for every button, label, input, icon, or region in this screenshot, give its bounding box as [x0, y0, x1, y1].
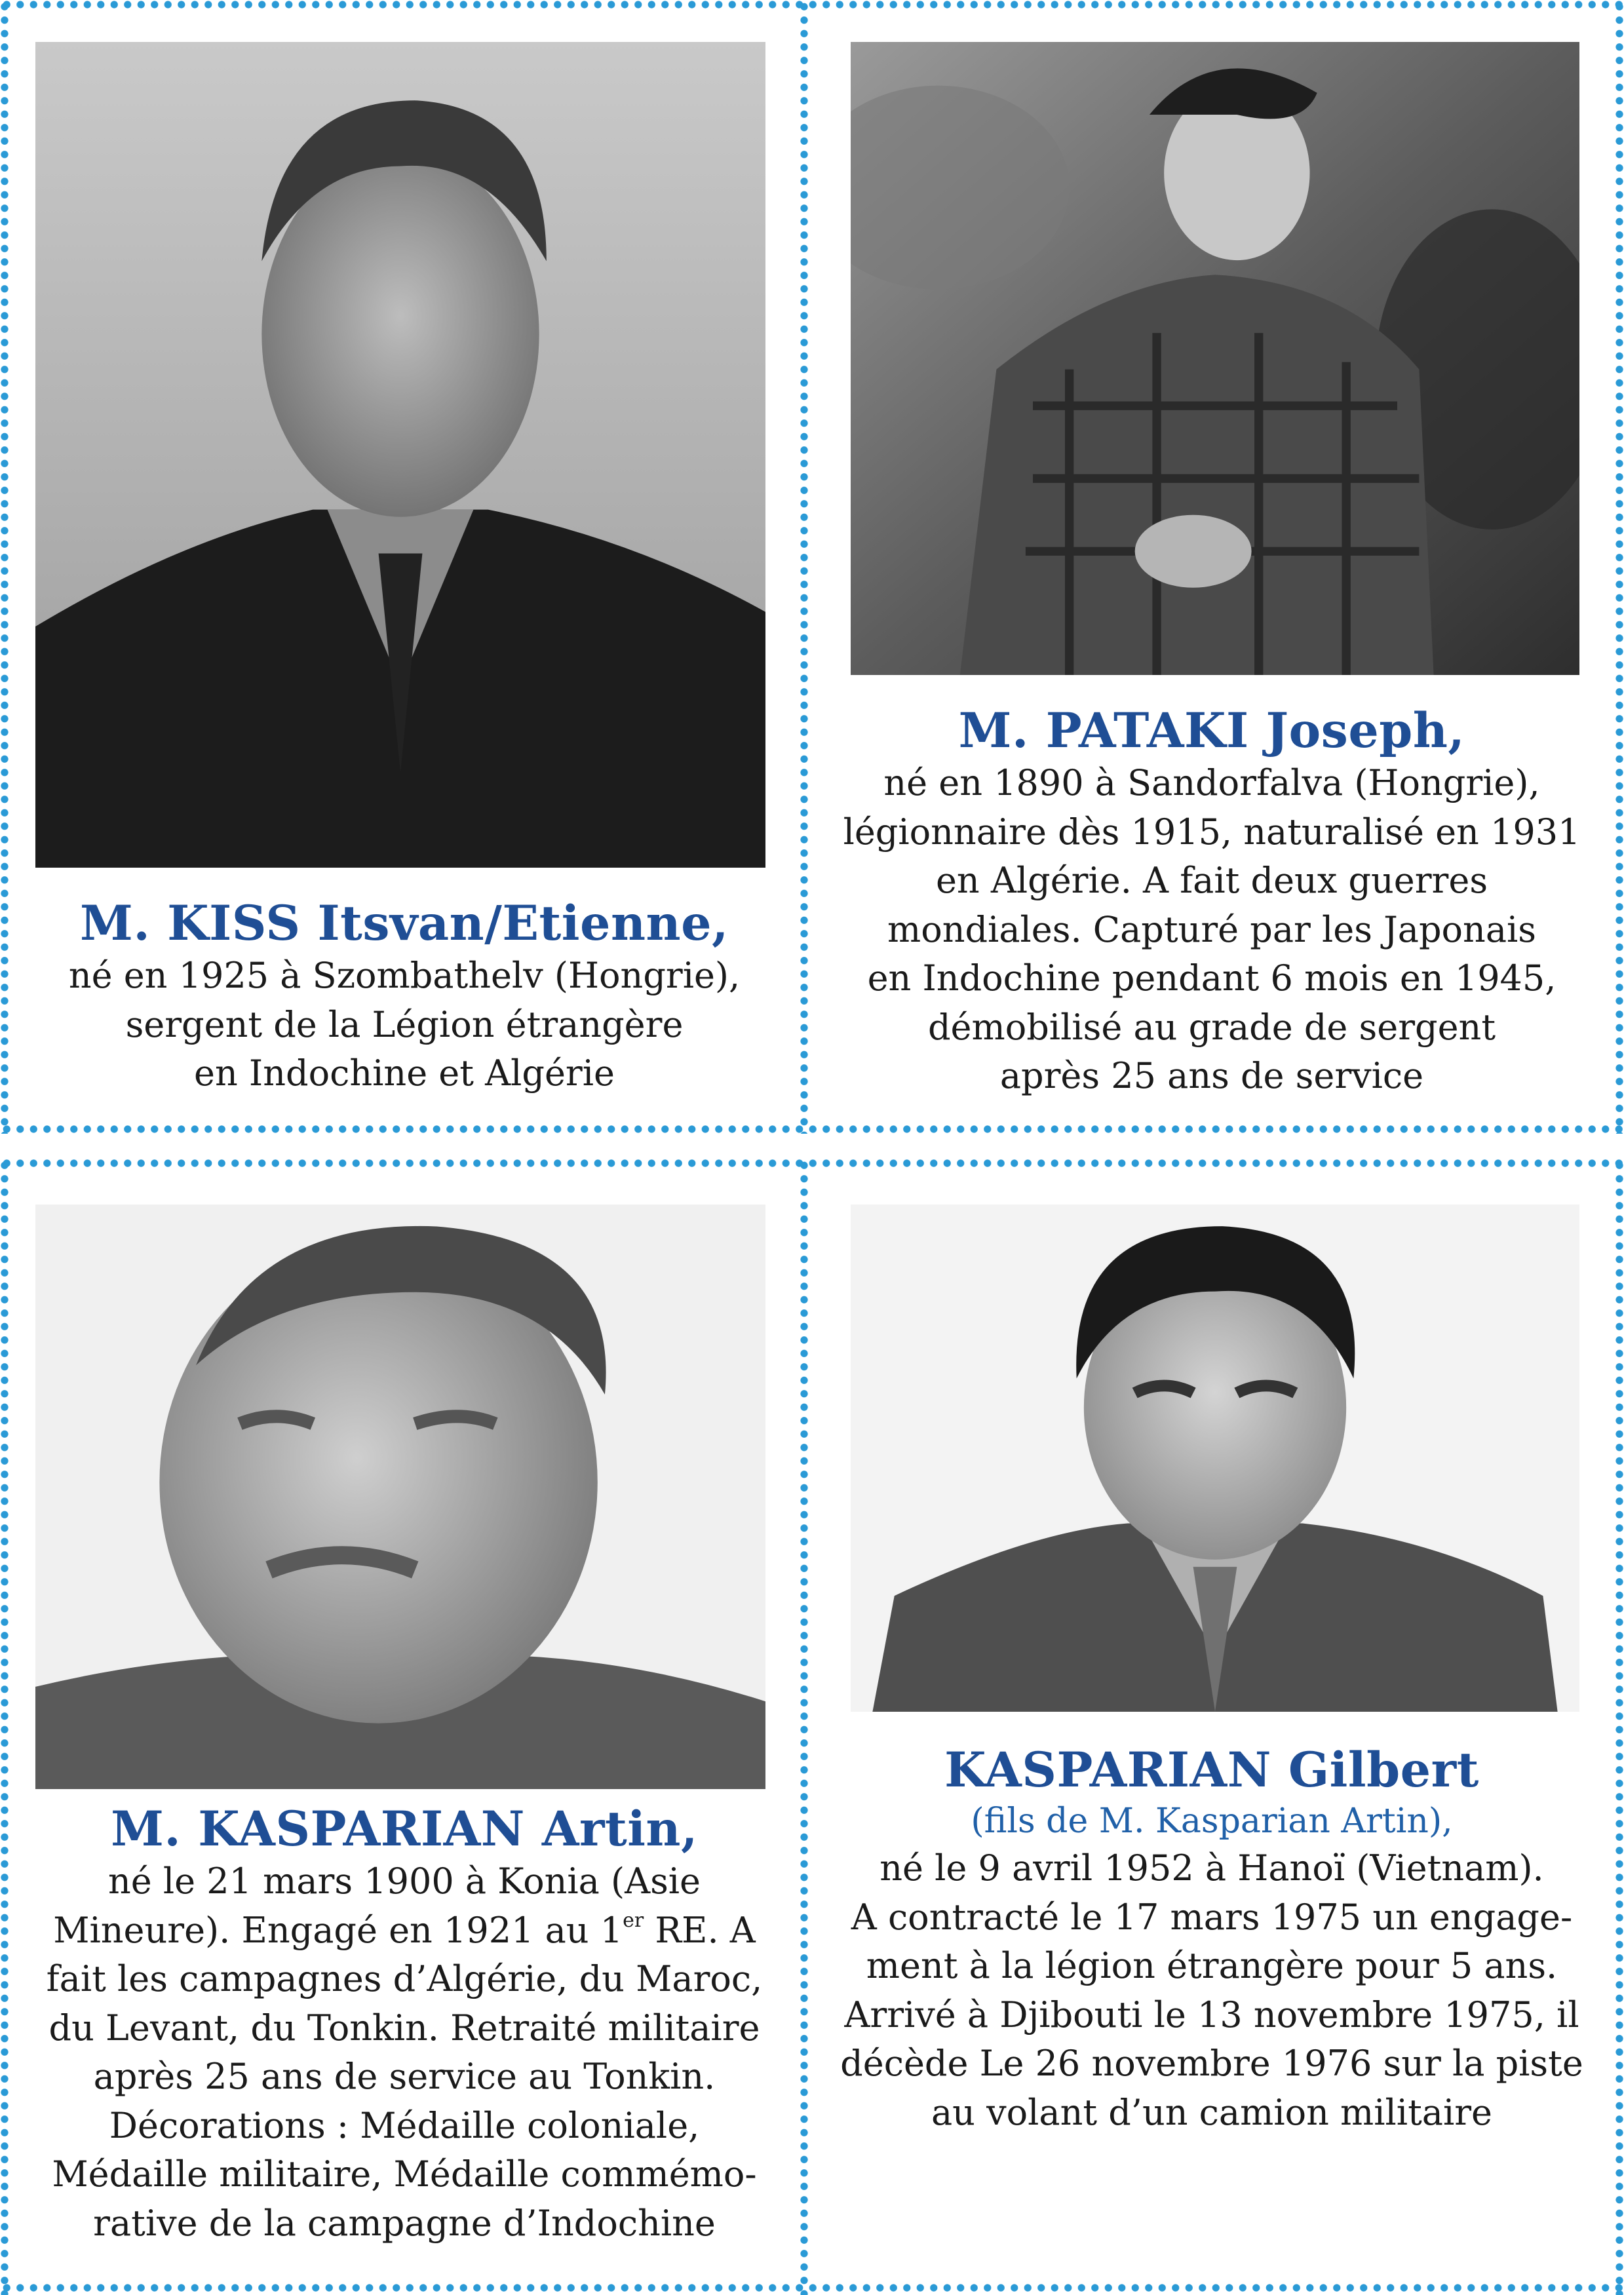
- caption-line: Médaille militaire, Médaille commémo-: [52, 2153, 757, 2195]
- caption-line: sergent de la Légion étrangère: [125, 1003, 684, 1045]
- caption-line: né le 9 avril 1952 à Hanoï (Vietnam).: [880, 1847, 1544, 1889]
- portrait-photo: [851, 42, 1579, 675]
- portrait-photo: [851, 1205, 1579, 1712]
- caption-line: au volant d’un camion militaire: [931, 2091, 1493, 2133]
- caption: [0, 895, 809, 1098]
- caption-line: Décorations : Médaille coloniale,: [109, 2104, 700, 2146]
- portrait-photo: [35, 1205, 765, 1789]
- caption-line: en Indochine pendant 6 mois en 1945,: [867, 957, 1556, 999]
- person-relation: (fils de M. Kasparian Artin),: [971, 1802, 1453, 1841]
- dotted-border-right: [1615, 1159, 1624, 2295]
- caption-line: mondiales. Capturé par les Japonais: [887, 908, 1536, 950]
- dotted-divider-horizontal: [0, 1159, 1624, 1168]
- caption-line: légionnaire dès 1915, naturalisé en 1931: [843, 811, 1581, 853]
- caption-line: après 25 ans de service au Tonkin.: [93, 2056, 716, 2097]
- person-name: M. KASPARIAN Artin,: [111, 1801, 698, 1857]
- dotted-border-bottom: [0, 2283, 1624, 2292]
- card-kasparian-artin: [0, 1168, 809, 2283]
- card-kasparian-gilbert: [809, 1168, 1615, 2283]
- caption-line: né en 1890 à Sandorfalva (Hongrie),: [883, 762, 1540, 803]
- caption-line: né le 21 mars 1900 à Konia (Asie: [107, 1861, 701, 1902]
- portrait-photo: [35, 42, 765, 868]
- card-kiss: [0, 0, 809, 1134]
- dotted-border-right: [1615, 0, 1624, 1134]
- caption-line: du Levant, du Tonkin. Retraité militaire: [48, 2007, 760, 2049]
- caption-line: Arrivé à Djibouti le 13 novembre 1975, il: [844, 1994, 1579, 2035]
- caption-line: né en 1925 à Szombathelv (Hongrie),: [68, 955, 741, 996]
- caption-line: décède Le 26 novembre 1976 sur la piste: [840, 2043, 1583, 2084]
- caption: [0, 1801, 809, 2248]
- caption: [809, 1742, 1615, 2137]
- caption-line: en Indochine et Algérie: [194, 1052, 615, 1094]
- caption-line: rative de la campagne d’Indochine: [93, 2202, 716, 2244]
- caption-line: démobilisé au grade de sergent: [927, 1006, 1496, 1048]
- caption-line: Mineure). Engagé en 1921 au 1er RE. A: [53, 1908, 756, 1951]
- card-pataki: [809, 0, 1615, 1134]
- caption-line: ment à la légion étrangère pour 5 ans.: [866, 1945, 1558, 1986]
- person-name: KASPARIAN Gilbert: [944, 1742, 1479, 1798]
- caption-line: A contracté le 17 mars 1975 un engage-: [851, 1896, 1573, 1938]
- caption-line: fait les campagnes d’Algérie, du Maroc,: [46, 1958, 763, 1999]
- caption: [809, 703, 1615, 1101]
- person-name: M. PATAKI Joseph,: [958, 703, 1465, 759]
- caption-line: en Algérie. A fait deux guerres: [935, 860, 1488, 901]
- caption-line: après 25 ans de service: [999, 1055, 1424, 1096]
- person-name: M. KISS Itsvan/Etienne,: [80, 895, 729, 952]
